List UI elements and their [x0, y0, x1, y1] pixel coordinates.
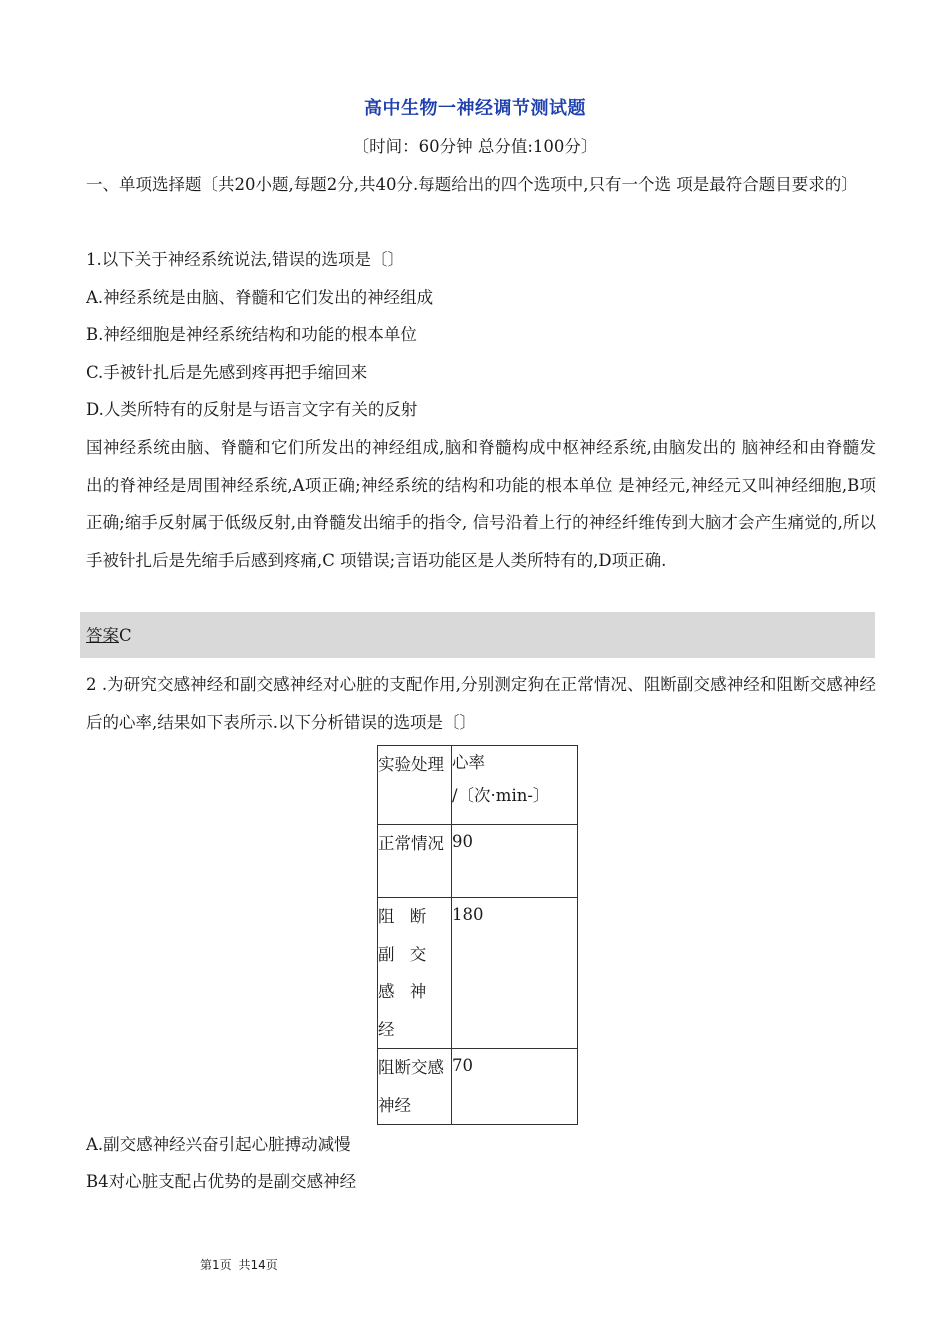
question-1-answer	[86, 624, 132, 648]
question-1-option-a: A.神经系统是由脑、脊髓和它们发出的神经组成	[86, 288, 434, 307]
table-header-heart-rate	[452, 746, 578, 825]
table-cell-treatment: 正常情况	[378, 825, 452, 898]
question-1-explanation: 国神经系统由脑、脊髓和它们所发出的神经组成,脑和脊髓构成中枢神经系统,由脑发出的 脑神经和由脊髓发出的脊神经是周围神经系统,A项正确;神经系统的结构和功能的根本单位 是神经元,神经元又叫神经细胞,B项正确;缩手反射属于低级反射,由脊髓发出缩手的指令, 信号沿着上行的神经纤维传到大脑才会产生痛觉的,所以手被针扎后是先缩手后感到疼痛,C 项错误;言语功能区是人类所特有的,D项正确.	[86, 438, 876, 570]
page-number: 第1页	[200, 1258, 232, 1272]
header-rate-line1: 心率	[452, 753, 485, 772]
table-cell-rate: 180	[452, 898, 578, 1049]
page-title: 高中生物一神经调节测试题	[364, 98, 586, 119]
table-row	[378, 1049, 578, 1125]
table-header-row	[378, 746, 578, 825]
answer-highlight	[80, 612, 875, 658]
header-rate-line2: /〔次·min-〕	[452, 786, 550, 805]
table-cell-treatment: 阻 断 副 交 感 神 经	[378, 898, 452, 1049]
question-2-stem: 2 .为研究交感神经和副交感神经对心脏的支配作用,分别测定狗在正常情况、阻断副交感神经和阻断交感神经后的心率,结果如下表所示.以下分析错误的选项是〔〕	[86, 675, 876, 732]
section-heading: 一、单项选择题〔共20小题,每题2分,共40分.每题给出的四个选项中,只有一个选 项是最符合题目要求的〕	[86, 175, 858, 194]
table-row	[378, 825, 578, 898]
question-2-option-a: A.副交感神经兴奋引起心脏搏动减慢	[86, 1135, 351, 1154]
page-total: 共14页	[238, 1258, 278, 1272]
heart-rate-table	[377, 745, 578, 1125]
table-header-treatment: 实验处理	[378, 746, 452, 825]
table-cell-treatment: 阻断交感神经	[378, 1049, 452, 1125]
question-2-option-b: B4对心脏支配占优势的是副交感神经	[86, 1172, 357, 1191]
question-1-option-c: C.手被针扎后是先感到疼再把手缩回来	[86, 363, 368, 382]
question-1-stem: 1.以下关于神经系统说法,错误的选项是〔〕	[86, 250, 404, 269]
answer-label: 答案	[86, 626, 119, 645]
table-cell-rate: 90	[452, 825, 578, 898]
question-1-option-b: B.神经细胞是神经系统结构和功能的根本单位	[86, 325, 417, 344]
exam-info: 〔时间：60分钟 总分值:100分〕	[352, 137, 598, 156]
question-1-option-d: D.人类所特有的反射是与语言文字有关的反射	[86, 400, 418, 419]
table-cell-rate: 70	[452, 1049, 578, 1125]
page-footer	[200, 1256, 281, 1273]
answer-value: C	[119, 626, 132, 645]
table-row	[378, 898, 578, 1049]
